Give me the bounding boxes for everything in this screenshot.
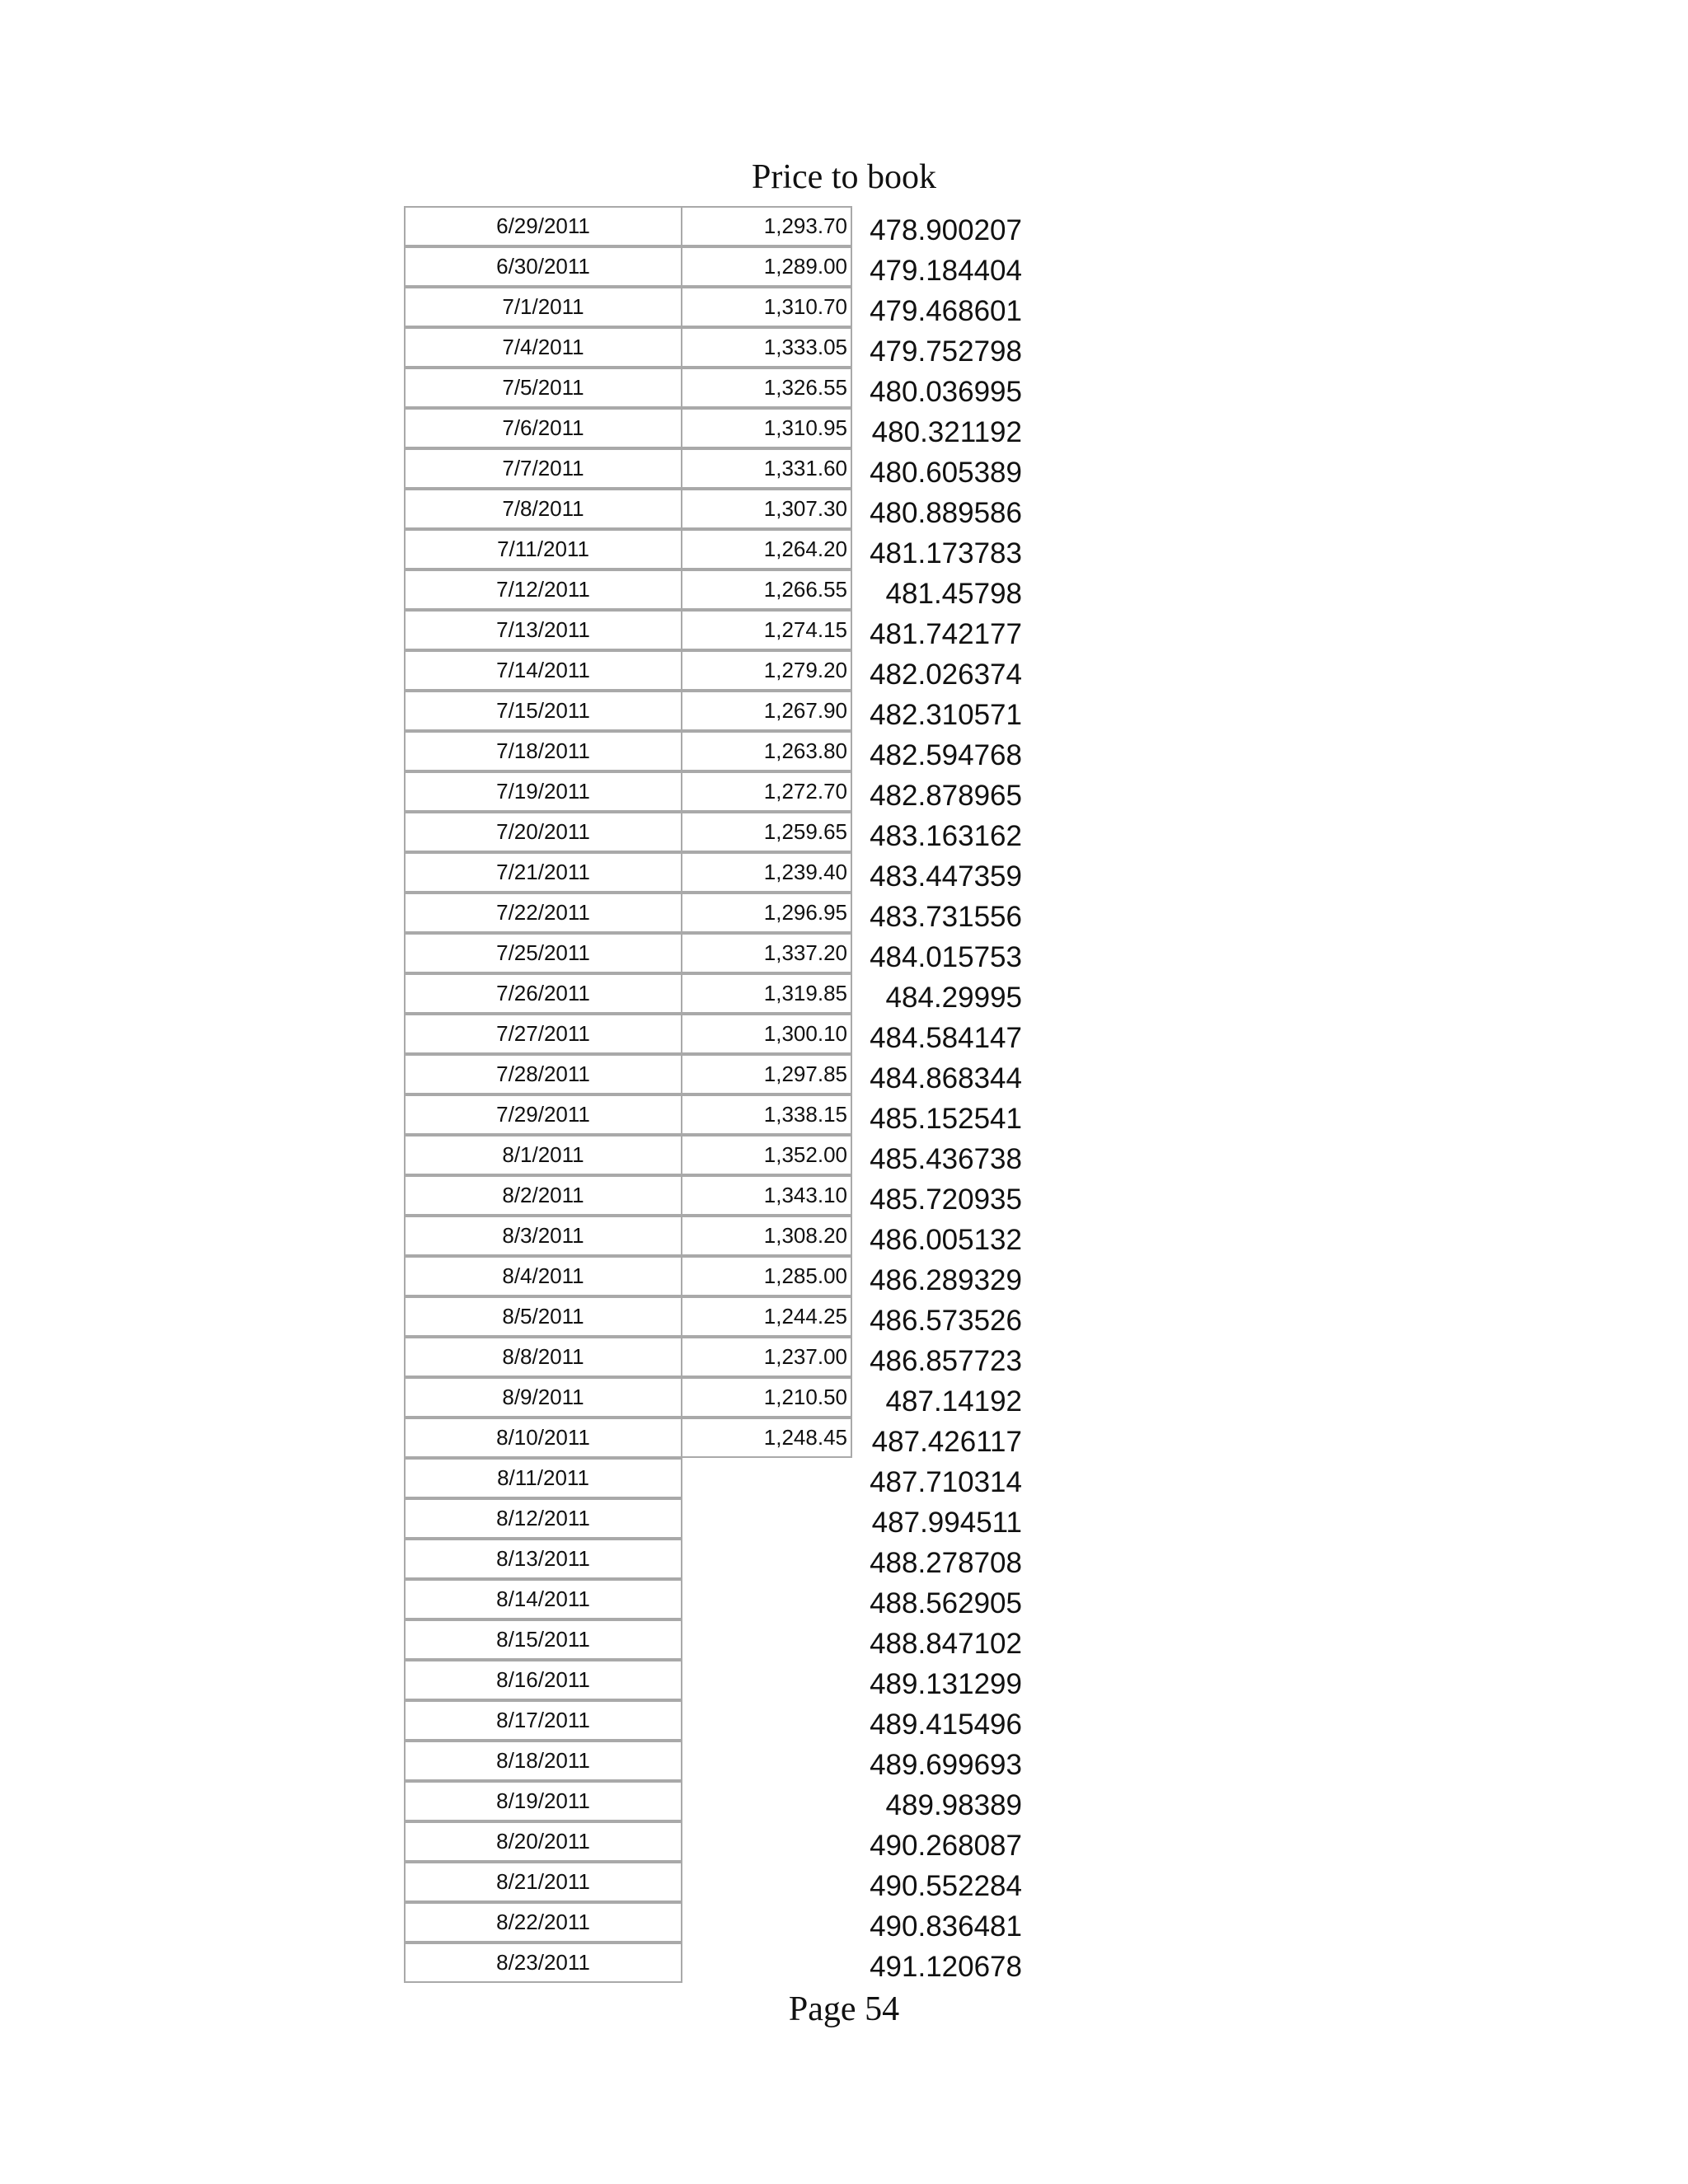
- price-cell: [681, 1135, 852, 1175]
- date-cell: 7/4/2011: [404, 327, 682, 368]
- date-cell: 7/21/2011: [404, 852, 682, 893]
- date-cell: 7/26/2011: [404, 973, 682, 1014]
- price-cell: [681, 448, 852, 489]
- price-value: 1,300.10: [763, 1021, 847, 1046]
- price-cell: [681, 1014, 852, 1054]
- table-row: [0, 327, 1688, 368]
- table-row: [0, 1619, 1688, 1660]
- ratio-value: 488.278708: [870, 1547, 1022, 1579]
- ratio-value: 483.163162: [870, 820, 1022, 852]
- table-row: [0, 569, 1688, 610]
- price-cell: [681, 893, 852, 933]
- table-row: [0, 691, 1688, 731]
- ratio-value: 490.836481: [870, 1910, 1022, 1943]
- page-title: Price to book: [752, 158, 936, 196]
- price-cell: [681, 650, 852, 691]
- date-cell: 7/25/2011: [404, 933, 682, 973]
- price-cell: [681, 933, 852, 973]
- date-cell: 7/1/2011: [404, 287, 682, 327]
- date-cell: 6/29/2011: [404, 206, 682, 246]
- price-value: 1,307.30: [763, 496, 847, 521]
- ratio-value: 480.889586: [870, 497, 1022, 529]
- date-cell: 8/4/2011: [404, 1256, 682, 1296]
- table-row: [0, 1458, 1688, 1498]
- ratio-value: 489.415496: [870, 1708, 1022, 1741]
- date-cell: 8/14/2011: [404, 1579, 682, 1619]
- date-cell: 8/10/2011: [404, 1418, 682, 1458]
- price-value: 1,331.60: [763, 456, 847, 480]
- date-cell: 7/12/2011: [404, 569, 682, 610]
- ratio-value: 483.447359: [870, 860, 1022, 893]
- date-cell: 7/5/2011: [404, 368, 682, 408]
- ratio-value: 488.847102: [870, 1628, 1022, 1660]
- price-value: 1,337.20: [763, 940, 847, 965]
- ratio-value: 486.005132: [870, 1224, 1022, 1256]
- table-row: [0, 1862, 1688, 1902]
- table-row: [0, 771, 1688, 812]
- price-value: 1,293.70: [763, 213, 847, 238]
- price-cell: [681, 408, 852, 448]
- price-value: 1,266.55: [763, 577, 847, 602]
- price-cell: [681, 569, 852, 610]
- ratio-value: 487.710314: [870, 1466, 1022, 1498]
- table-row: [0, 1539, 1688, 1579]
- price-value: 1,210.50: [763, 1385, 847, 1409]
- table-row: [0, 368, 1688, 408]
- table-row: [0, 448, 1688, 489]
- ratio-value: 480.036995: [870, 376, 1022, 408]
- price-to-book-table: [0, 206, 1688, 1983]
- price-cell: [681, 1377, 852, 1418]
- ratio-value: 484.584147: [870, 1022, 1022, 1054]
- date-cell: 8/9/2011: [404, 1377, 682, 1418]
- price-value: 1,296.95: [763, 900, 847, 925]
- price-value: 1,248.45: [763, 1425, 847, 1450]
- date-cell: 7/8/2011: [404, 489, 682, 529]
- price-value: 1,272.70: [763, 779, 847, 804]
- ratio-value: 487.14192: [885, 1385, 1022, 1418]
- table-row: [0, 852, 1688, 893]
- price-value: 1,352.00: [763, 1142, 847, 1167]
- table-row: [0, 1014, 1688, 1054]
- price-value: 1,310.70: [763, 294, 847, 319]
- ratio-value: 489.699693: [870, 1749, 1022, 1781]
- price-value: 1,244.25: [763, 1304, 847, 1329]
- ratio-value: 486.857723: [870, 1345, 1022, 1377]
- price-cell: [681, 327, 852, 368]
- price-value: 1,326.55: [763, 375, 847, 400]
- ratio-value: 491.120678: [870, 1951, 1022, 1983]
- table-row: [0, 206, 1688, 246]
- ratio-value: 484.868344: [870, 1062, 1022, 1094]
- date-cell: 8/8/2011: [404, 1337, 682, 1377]
- date-cell: 6/30/2011: [404, 246, 682, 287]
- ratio-value: 485.436738: [870, 1143, 1022, 1175]
- price-cell: [681, 206, 852, 246]
- table-row: [0, 650, 1688, 691]
- ratio-value: 490.268087: [870, 1830, 1022, 1862]
- table-row: [0, 489, 1688, 529]
- price-cell: [681, 1296, 852, 1337]
- price-value: 1,308.20: [763, 1223, 847, 1248]
- table-row: [0, 287, 1688, 327]
- date-cell: 8/11/2011: [404, 1458, 682, 1498]
- table-row: [0, 1175, 1688, 1216]
- price-value: 1,319.85: [763, 981, 847, 1005]
- price-value: 1,267.90: [763, 698, 847, 723]
- table-row: [0, 812, 1688, 852]
- ratio-value: 478.900207: [870, 214, 1022, 246]
- date-cell: 7/28/2011: [404, 1054, 682, 1094]
- table-row: [0, 529, 1688, 569]
- date-cell: 8/2/2011: [404, 1175, 682, 1216]
- date-cell: 8/22/2011: [404, 1902, 682, 1943]
- date-cell: 8/20/2011: [404, 1821, 682, 1862]
- table-row: [0, 1741, 1688, 1781]
- date-cell: 8/23/2011: [404, 1943, 682, 1983]
- date-cell: 8/18/2011: [404, 1741, 682, 1781]
- table-row: [0, 1902, 1688, 1943]
- date-cell: 8/5/2011: [404, 1296, 682, 1337]
- ratio-value: 483.731556: [870, 901, 1022, 933]
- price-cell: [681, 691, 852, 731]
- price-value: 1,310.95: [763, 415, 847, 440]
- ratio-value: 486.289329: [870, 1264, 1022, 1296]
- ratio-value: 484.29995: [885, 982, 1022, 1014]
- price-value: 1,279.20: [763, 658, 847, 682]
- ratio-value: 489.98389: [885, 1789, 1022, 1821]
- date-cell: 8/1/2011: [404, 1135, 682, 1175]
- ratio-value: 480.321192: [871, 416, 1022, 448]
- ratio-value: 479.184404: [870, 255, 1022, 287]
- ratio-value: 482.310571: [870, 699, 1022, 731]
- price-cell: [681, 1418, 852, 1458]
- table-row: [0, 1094, 1688, 1135]
- price-cell: [681, 529, 852, 569]
- table-row: [0, 1579, 1688, 1619]
- date-cell: 7/11/2011: [404, 529, 682, 569]
- ratio-value: 480.605389: [870, 457, 1022, 489]
- date-cell: 8/17/2011: [404, 1700, 682, 1741]
- ratio-value: 488.562905: [870, 1587, 1022, 1619]
- table-row: [0, 610, 1688, 650]
- price-cell: [681, 287, 852, 327]
- table-row: [0, 1498, 1688, 1539]
- ratio-value: 490.552284: [870, 1870, 1022, 1902]
- date-cell: 7/19/2011: [404, 771, 682, 812]
- price-cell: [681, 771, 852, 812]
- table-row: [0, 1256, 1688, 1296]
- table-row: [0, 1821, 1688, 1862]
- price-cell: [681, 1337, 852, 1377]
- date-cell: 7/20/2011: [404, 812, 682, 852]
- ratio-value: 487.994511: [871, 1507, 1022, 1539]
- price-cell: [681, 1216, 852, 1256]
- price-value: 1,333.05: [763, 335, 847, 359]
- price-value: 1,263.80: [763, 738, 847, 763]
- table-row: [0, 1054, 1688, 1094]
- price-cell: [681, 1256, 852, 1296]
- date-cell: 7/27/2011: [404, 1014, 682, 1054]
- price-value: 1,239.40: [763, 860, 847, 884]
- price-cell: [681, 489, 852, 529]
- page-number: Page 54: [788, 1990, 900, 2028]
- date-cell: 7/18/2011: [404, 731, 682, 771]
- ratio-value: 485.720935: [870, 1183, 1022, 1216]
- ratio-value: 482.594768: [870, 739, 1022, 771]
- date-cell: 7/14/2011: [404, 650, 682, 691]
- ratio-value: 481.45798: [885, 578, 1022, 610]
- ratio-value: 489.131299: [870, 1668, 1022, 1700]
- price-cell: [681, 1054, 852, 1094]
- price-cell: [681, 1175, 852, 1216]
- ratio-value: 479.468601: [870, 295, 1022, 327]
- price-value: 1,237.00: [763, 1344, 847, 1369]
- ratio-value: 479.752798: [870, 335, 1022, 368]
- price-cell: [681, 812, 852, 852]
- date-cell: 7/13/2011: [404, 610, 682, 650]
- ratio-value: 484.015753: [870, 941, 1022, 973]
- date-cell: 8/13/2011: [404, 1539, 682, 1579]
- price-value: 1,285.00: [763, 1263, 847, 1288]
- price-value: 1,297.85: [763, 1062, 847, 1086]
- date-cell: 8/19/2011: [404, 1781, 682, 1821]
- table-row: [0, 1296, 1688, 1337]
- ratio-value: 487.426117: [871, 1426, 1022, 1458]
- date-cell: 7/22/2011: [404, 893, 682, 933]
- price-cell: [681, 1094, 852, 1135]
- price-cell: [681, 368, 852, 408]
- date-cell: 7/29/2011: [404, 1094, 682, 1135]
- date-cell: 7/7/2011: [404, 448, 682, 489]
- date-cell: 8/15/2011: [404, 1619, 682, 1660]
- price-cell: [681, 973, 852, 1014]
- table-row: [0, 1337, 1688, 1377]
- date-cell: 8/12/2011: [404, 1498, 682, 1539]
- table-row: [0, 246, 1688, 287]
- ratio-value: 482.878965: [870, 780, 1022, 812]
- table-row: [0, 1660, 1688, 1700]
- table-row: [0, 1418, 1688, 1458]
- table-row: [0, 1377, 1688, 1418]
- price-value: 1,259.65: [763, 819, 847, 844]
- table-row: [0, 973, 1688, 1014]
- price-value: 1,274.15: [763, 617, 847, 642]
- price-cell: [681, 246, 852, 287]
- price-value: 1,264.20: [763, 537, 847, 561]
- table-row: [0, 1135, 1688, 1175]
- price-value: 1,338.15: [763, 1102, 847, 1127]
- table-row: [0, 1943, 1688, 1983]
- table-row: [0, 408, 1688, 448]
- date-cell: 8/16/2011: [404, 1660, 682, 1700]
- table-row: [0, 1216, 1688, 1256]
- date-cell: 8/3/2011: [404, 1216, 682, 1256]
- table-row: [0, 893, 1688, 933]
- table-row: [0, 933, 1688, 973]
- date-cell: 7/15/2011: [404, 691, 682, 731]
- ratio-value: 481.173783: [870, 537, 1022, 569]
- table-row: [0, 1700, 1688, 1741]
- date-cell: 7/6/2011: [404, 408, 682, 448]
- ratio-value: 481.742177: [870, 618, 1022, 650]
- price-cell: [681, 852, 852, 893]
- price-value: 1,343.10: [763, 1183, 847, 1207]
- table-row: [0, 1781, 1688, 1821]
- price-cell: [681, 731, 852, 771]
- ratio-value: 485.152541: [870, 1103, 1022, 1135]
- price-value: 1,289.00: [763, 254, 847, 279]
- ratio-value: 486.573526: [870, 1305, 1022, 1337]
- ratio-value: 482.026374: [870, 658, 1022, 691]
- date-cell: 8/21/2011: [404, 1862, 682, 1902]
- price-cell: [681, 610, 852, 650]
- table-row: [0, 731, 1688, 771]
